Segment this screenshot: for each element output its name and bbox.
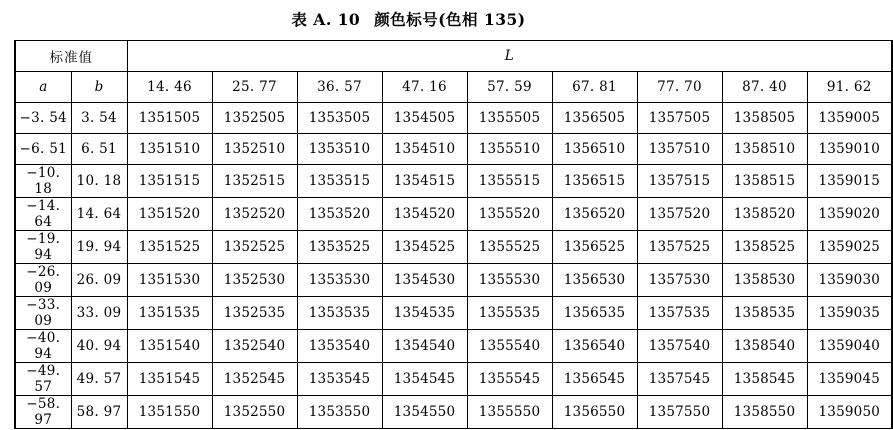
cell-b-value: 26. 09 [71, 264, 127, 297]
cell-color-code: 1352515 [212, 165, 297, 198]
header-L-value: 87. 40 [722, 72, 807, 103]
table-header-row-1 [15, 41, 892, 72]
header-L-value: 47. 16 [382, 72, 467, 103]
cell-color-code: 1354510 [382, 134, 467, 165]
cell-color-code: 1353530 [297, 264, 382, 297]
cell-a-value: −26. 09 [15, 264, 71, 297]
cell-color-code: 1353520 [297, 198, 382, 231]
cell-color-code: 1359050 [807, 396, 892, 429]
cell-color-code: 1353535 [297, 297, 382, 330]
cell-color-code: 1358510 [722, 134, 807, 165]
cell-color-code: 1352505 [212, 103, 297, 134]
cell-color-code: 1355550 [467, 396, 552, 429]
cell-color-code: 1356515 [552, 165, 637, 198]
cell-color-code: 1351515 [127, 165, 212, 198]
cell-b-value: 58. 97 [71, 396, 127, 429]
cell-color-code: 1352530 [212, 264, 297, 297]
cell-color-code: 1358505 [722, 103, 807, 134]
cell-color-code: 1354545 [382, 363, 467, 396]
cell-color-code: 1358530 [722, 264, 807, 297]
cell-a-value: −19. 94 [15, 231, 71, 264]
cell-color-code: 1352540 [212, 330, 297, 363]
cell-color-code: 1356535 [552, 297, 637, 330]
cell-color-code: 1355510 [467, 134, 552, 165]
cell-color-code: 1351545 [127, 363, 212, 396]
cell-color-code: 1358520 [722, 198, 807, 231]
cell-color-code: 1355525 [467, 231, 552, 264]
cell-color-code: 1359045 [807, 363, 892, 396]
table-row [15, 103, 892, 134]
cell-color-code: 1359035 [807, 297, 892, 330]
cell-color-code: 1353505 [297, 103, 382, 134]
cell-color-code: 1355505 [467, 103, 552, 134]
cell-color-code: 1355545 [467, 363, 552, 396]
cell-color-code: 1355540 [467, 330, 552, 363]
cell-color-code: 1355515 [467, 165, 552, 198]
table-row [15, 264, 892, 297]
cell-color-code: 1352545 [212, 363, 297, 396]
cell-color-code: 1357505 [637, 103, 722, 134]
cell-color-code: 1357540 [637, 330, 722, 363]
cell-b-value: 6. 51 [71, 134, 127, 165]
cell-color-code: 1358515 [722, 165, 807, 198]
cell-a-value: −58. 97 [15, 396, 71, 429]
cell-color-code: 1355535 [467, 297, 552, 330]
cell-color-code: 1354525 [382, 231, 467, 264]
cell-color-code: 1357530 [637, 264, 722, 297]
cell-color-code: 1356545 [552, 363, 637, 396]
table-row [15, 330, 892, 363]
caption-label: 表 A. 10 [291, 10, 361, 29]
cell-color-code: 1353540 [297, 330, 382, 363]
cell-color-code: 1352520 [212, 198, 297, 231]
cell-color-code: 1356540 [552, 330, 637, 363]
cell-color-code: 1357550 [637, 396, 722, 429]
cell-a-value: −3. 54 [15, 103, 71, 134]
cell-b-value: 49. 57 [71, 363, 127, 396]
header-standard-value: 标准值 [15, 41, 127, 72]
cell-color-code: 1353525 [297, 231, 382, 264]
cell-color-code: 1356520 [552, 198, 637, 231]
cell-a-value: −49. 57 [15, 363, 71, 396]
header-L-value: 36. 57 [297, 72, 382, 103]
cell-color-code: 1352510 [212, 134, 297, 165]
header-L-value: 77. 70 [637, 72, 722, 103]
table-caption [0, 0, 817, 40]
header-L-value: 14. 46 [127, 72, 212, 103]
cell-color-code: 1352525 [212, 231, 297, 264]
cell-color-code: 1359030 [807, 264, 892, 297]
cell-color-code: 1354530 [382, 264, 467, 297]
cell-color-code: 1356510 [552, 134, 637, 165]
header-L-value: 91. 62 [807, 72, 892, 103]
cell-color-code: 1357510 [637, 134, 722, 165]
cell-color-code: 1354520 [382, 198, 467, 231]
header-lightness: L [127, 41, 892, 72]
table-row [15, 297, 892, 330]
cell-color-code: 1359040 [807, 330, 892, 363]
table-row [15, 165, 892, 198]
cell-a-value: −33. 09 [15, 297, 71, 330]
cell-color-code: 1357515 [637, 165, 722, 198]
cell-color-code: 1356550 [552, 396, 637, 429]
cell-color-code: 1356505 [552, 103, 637, 134]
cell-b-value: 40. 94 [71, 330, 127, 363]
cell-color-code: 1358545 [722, 363, 807, 396]
cell-color-code: 1353545 [297, 363, 382, 396]
cell-color-code: 1358535 [722, 297, 807, 330]
table-header-row-2 [15, 72, 892, 103]
cell-color-code: 1351530 [127, 264, 212, 297]
cell-color-code: 1351505 [127, 103, 212, 134]
cell-color-code: 1351540 [127, 330, 212, 363]
cell-color-code: 1353550 [297, 396, 382, 429]
color-code-table [14, 40, 893, 429]
cell-b-value: 3. 54 [71, 103, 127, 134]
cell-b-value: 10. 18 [71, 165, 127, 198]
cell-color-code: 1359020 [807, 198, 892, 231]
cell-a-value: −40. 94 [15, 330, 71, 363]
cell-b-value: 19. 94 [71, 231, 127, 264]
cell-color-code: 1355530 [467, 264, 552, 297]
cell-b-value: 33. 09 [71, 297, 127, 330]
cell-color-code: 1351550 [127, 396, 212, 429]
cell-a-value: −14. 64 [15, 198, 71, 231]
cell-color-code: 1356530 [552, 264, 637, 297]
cell-color-code: 1351535 [127, 297, 212, 330]
cell-color-code: 1354540 [382, 330, 467, 363]
cell-color-code: 1354515 [382, 165, 467, 198]
cell-color-code: 1352535 [212, 297, 297, 330]
cell-color-code: 1357535 [637, 297, 722, 330]
cell-color-code: 1359015 [807, 165, 892, 198]
table-row [15, 134, 892, 165]
cell-color-code: 1357525 [637, 231, 722, 264]
header-L-value: 25. 77 [212, 72, 297, 103]
table-row [15, 396, 892, 429]
cell-b-value: 14. 64 [71, 198, 127, 231]
header-L-value: 57. 59 [467, 72, 552, 103]
cell-color-code: 1358525 [722, 231, 807, 264]
cell-color-code: 1354550 [382, 396, 467, 429]
cell-a-value: −10. 18 [15, 165, 71, 198]
cell-color-code: 1353515 [297, 165, 382, 198]
cell-color-code: 1352550 [212, 396, 297, 429]
cell-color-code: 1351520 [127, 198, 212, 231]
cell-color-code: 1354505 [382, 103, 467, 134]
cell-color-code: 1351525 [127, 231, 212, 264]
table-container [0, 40, 881, 429]
cell-color-code: 1359025 [807, 231, 892, 264]
cell-color-code: 1354535 [382, 297, 467, 330]
header-a: a [15, 72, 71, 103]
cell-color-code: 1359005 [807, 103, 892, 134]
header-L-value: 67. 81 [552, 72, 637, 103]
cell-color-code: 1358550 [722, 396, 807, 429]
cell-a-value: −6. 51 [15, 134, 71, 165]
caption-title: 颜色标号(色相 135) [374, 10, 526, 29]
cell-color-code: 1359010 [807, 134, 892, 165]
cell-color-code: 1358540 [722, 330, 807, 363]
cell-color-code: 1355520 [467, 198, 552, 231]
table-row [15, 198, 892, 231]
cell-color-code: 1357520 [637, 198, 722, 231]
cell-color-code: 1353510 [297, 134, 382, 165]
table-row [15, 231, 892, 264]
header-b: b [71, 72, 127, 103]
cell-color-code: 1357545 [637, 363, 722, 396]
cell-color-code: 1351510 [127, 134, 212, 165]
table-row [15, 363, 892, 396]
cell-color-code: 1356525 [552, 231, 637, 264]
